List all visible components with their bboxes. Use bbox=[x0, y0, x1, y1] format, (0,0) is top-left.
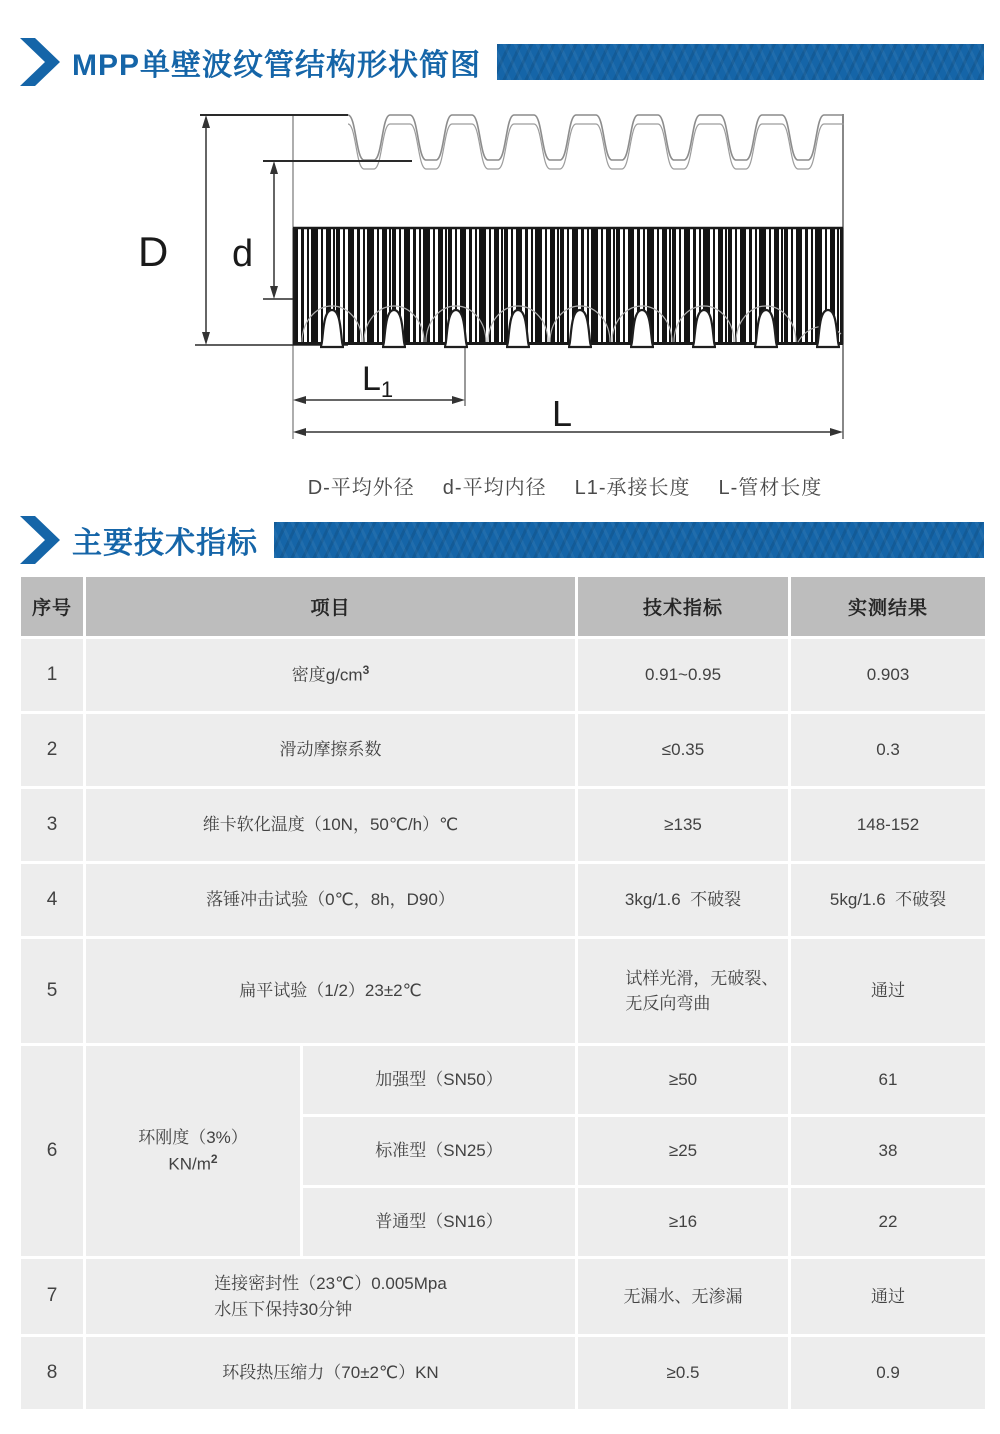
table-row bbox=[21, 714, 985, 786]
arrowhead bbox=[202, 332, 210, 345]
cell-result: 5kg/1.6 不破裂 bbox=[791, 864, 985, 936]
cell-item: 连接密封性（23℃）0.005Mpa 水压下保持30分钟 bbox=[86, 1259, 575, 1334]
cell-result: 148-152 bbox=[791, 789, 985, 861]
cell-no: 8 bbox=[21, 1337, 83, 1409]
table-row bbox=[21, 639, 985, 711]
dim-label-D: D bbox=[138, 228, 169, 275]
cell-spec: ≤0.35 bbox=[578, 714, 788, 786]
table-row bbox=[21, 1337, 985, 1409]
caption-L1: L1-承接长度 bbox=[574, 477, 691, 499]
col-header-item: 项目 bbox=[86, 577, 575, 636]
cell-result: 通过 bbox=[791, 1259, 985, 1334]
arrowhead bbox=[830, 428, 843, 436]
table-row bbox=[21, 864, 985, 936]
arrowhead bbox=[270, 286, 278, 299]
arrowhead bbox=[452, 396, 465, 404]
caption-L: L-管材长度 bbox=[718, 477, 823, 499]
section-header-structure bbox=[0, 38, 1000, 86]
arrowhead bbox=[270, 161, 278, 174]
cell-spec: 试样光滑，无破裂、 无反向弯曲 bbox=[578, 939, 788, 1043]
pipe-structure-drawing bbox=[0, 94, 1000, 462]
col-header-no: 序号 bbox=[21, 577, 83, 636]
chevron-icon bbox=[20, 516, 60, 564]
technical-spec-table bbox=[18, 574, 988, 1412]
dim-label-d: d bbox=[232, 233, 254, 275]
cell-spec: 3kg/1.6 不破裂 bbox=[578, 864, 788, 936]
cell-result: 38 bbox=[791, 1117, 985, 1185]
cell-item: 滑动摩擦系数 bbox=[86, 714, 575, 786]
cell-result: 0.3 bbox=[791, 714, 985, 786]
table-row bbox=[21, 1046, 985, 1114]
dim-label-L1: $L_1$ bbox=[362, 360, 394, 402]
cell-spec: ≥50 bbox=[578, 1046, 788, 1114]
pipe-diagram bbox=[0, 94, 1000, 500]
table-row bbox=[21, 939, 985, 1043]
section-title-specs: 主要技术指标 bbox=[72, 527, 258, 560]
caption-d: d-平均内径 bbox=[442, 477, 547, 499]
cell-spec: 无漏水、无渗漏 bbox=[578, 1259, 788, 1334]
col-header-spec: 技术指标 bbox=[578, 577, 788, 636]
cell-no: 7 bbox=[21, 1259, 83, 1334]
table-header-row bbox=[21, 577, 985, 636]
arrowhead bbox=[202, 115, 210, 128]
cell-item: 维卡软化温度（10N，50℃/h）℃ bbox=[86, 789, 575, 861]
cell-result: 0.9 bbox=[791, 1337, 985, 1409]
header-decor-bar bbox=[497, 44, 984, 80]
table-row bbox=[21, 1259, 985, 1334]
cell-no: 1 bbox=[21, 639, 83, 711]
cell-spec: ≥135 bbox=[578, 789, 788, 861]
cell-result: 0.903 bbox=[791, 639, 985, 711]
header-decor-bar bbox=[274, 522, 984, 558]
cell-spec: ≥25 bbox=[578, 1117, 788, 1185]
table-row bbox=[21, 789, 985, 861]
caption-D: D-平均外径 bbox=[307, 477, 415, 499]
cell-no: 4 bbox=[21, 864, 83, 936]
outer-corrugation-line bbox=[348, 115, 844, 160]
cell-no: 2 bbox=[21, 714, 83, 786]
cell-item: 扁平试验（1/2）23±2℃ bbox=[86, 939, 575, 1043]
chevron-icon bbox=[20, 38, 60, 86]
cell-result: 61 bbox=[791, 1046, 985, 1114]
cell-result: 通过 bbox=[791, 939, 985, 1043]
cell-item-sub: 普通型（SN16） bbox=[303, 1188, 575, 1256]
arrowhead bbox=[293, 428, 306, 436]
inner-corrugation-line bbox=[348, 124, 844, 169]
cell-item: 落锤冲击试验（0℃，8h，D90） bbox=[86, 864, 575, 936]
cell-no: 5 bbox=[21, 939, 83, 1043]
cell-item: 环段热压缩力（70±2℃）KN bbox=[86, 1337, 575, 1409]
arrowhead bbox=[293, 396, 306, 404]
cell-item-group: 环刚度（3%） $KN/m^2$ bbox=[86, 1046, 300, 1256]
bottom-corrugation-gaps bbox=[320, 310, 840, 347]
cell-item-sub: 标准型（SN25） bbox=[303, 1117, 575, 1185]
diagram-caption bbox=[130, 471, 1000, 500]
page-title: MPP单壁波纹管结构形状简图 bbox=[72, 49, 482, 82]
cell-spec: 0.91~0.95 bbox=[578, 639, 788, 711]
cell-item-sub: 加强型（SN50） bbox=[303, 1046, 575, 1114]
section-header-specs bbox=[0, 516, 1000, 564]
dim-label-L: L bbox=[552, 393, 573, 434]
cell-item: 密度$g/cm^3$ bbox=[86, 639, 575, 711]
cell-no: 6 bbox=[21, 1046, 83, 1256]
cell-spec: ≥0.5 bbox=[578, 1337, 788, 1409]
cell-no: 3 bbox=[21, 789, 83, 861]
cell-result: 22 bbox=[791, 1188, 985, 1256]
col-header-result: 实测结果 bbox=[791, 577, 985, 636]
cell-spec: ≥16 bbox=[578, 1188, 788, 1256]
